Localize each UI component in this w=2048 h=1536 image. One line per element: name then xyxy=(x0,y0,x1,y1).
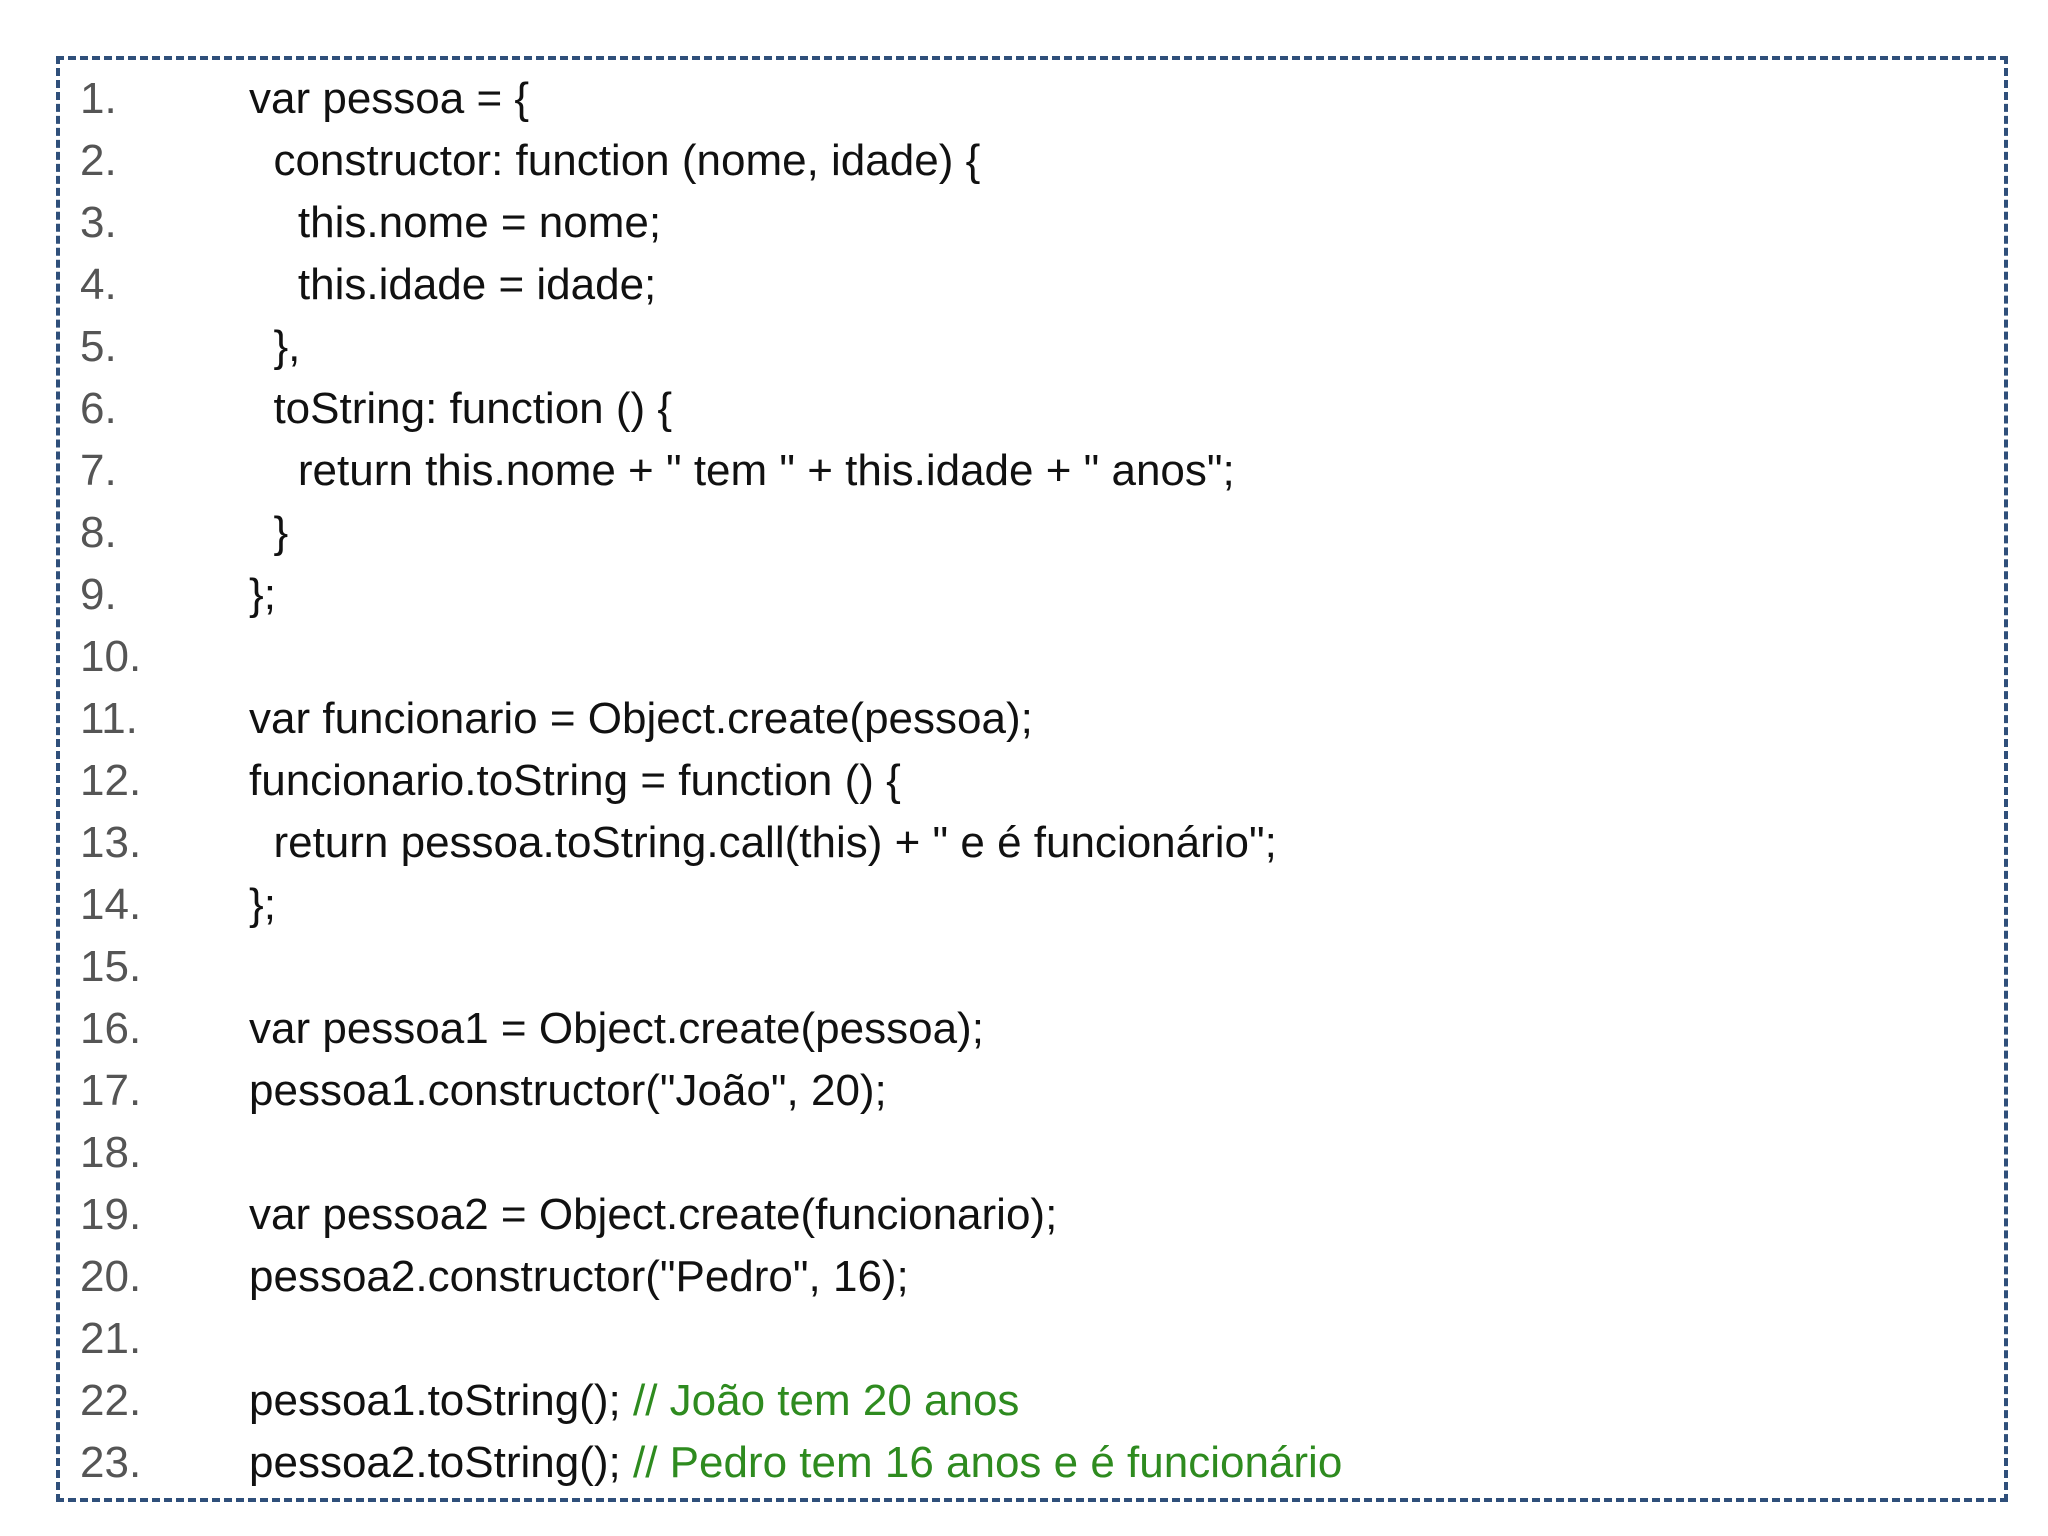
line-number: 10. xyxy=(80,632,142,681)
line-number: 21. xyxy=(80,1314,142,1363)
code-line xyxy=(80,440,1984,502)
code-text: pessoa1.toString(); xyxy=(249,1376,633,1425)
code-text: constructor: function (nome, idade) { xyxy=(249,136,981,185)
line-number: 14. xyxy=(80,880,142,929)
code-line xyxy=(80,378,1984,440)
code-line xyxy=(80,750,1984,812)
code-text: pessoa2.toString(); xyxy=(249,1438,633,1487)
line-number: 5. xyxy=(80,322,117,371)
code-line xyxy=(80,68,1984,130)
code-comment: // João tem 20 anos xyxy=(632,1376,1020,1425)
code-text: var pessoa1 = Object.create(pessoa); xyxy=(249,1004,984,1053)
code-line xyxy=(80,1246,1984,1308)
code-listing-frame xyxy=(56,56,2008,1502)
code-line xyxy=(80,688,1984,750)
code-line xyxy=(80,192,1984,254)
code-line xyxy=(80,1060,1984,1122)
code-text: toString: function () { xyxy=(249,384,673,433)
line-number: 13. xyxy=(80,818,142,867)
line-number: 19. xyxy=(80,1190,142,1239)
code-listing xyxy=(80,68,1984,1494)
code-line xyxy=(80,1122,1984,1184)
code-text: var pessoa2 = Object.create(funcionario); xyxy=(249,1190,1058,1239)
code-comment: // Pedro tem 16 anos e é funcionário xyxy=(632,1438,1343,1487)
line-number: 6. xyxy=(80,384,117,433)
code-line xyxy=(80,1432,1984,1494)
code-text: funcionario.toString = function () { xyxy=(249,756,901,805)
code-line xyxy=(80,254,1984,316)
line-number: 16. xyxy=(80,1004,142,1053)
line-number: 9. xyxy=(80,570,117,619)
code-text: this.nome = nome; xyxy=(249,198,662,247)
line-number: 23. xyxy=(80,1438,142,1487)
line-number: 8. xyxy=(80,508,117,557)
line-number: 3. xyxy=(80,198,117,247)
line-number: 7. xyxy=(80,446,117,495)
code-text: }; xyxy=(249,570,276,619)
code-line xyxy=(80,1308,1984,1370)
code-line xyxy=(80,1370,1984,1432)
code-line xyxy=(80,812,1984,874)
line-number: 20. xyxy=(80,1252,142,1301)
line-number: 12. xyxy=(80,756,142,805)
line-number: 15. xyxy=(80,942,142,991)
code-text: pessoa2.constructor("Pedro", 16); xyxy=(249,1252,909,1301)
code-text: this.idade = idade; xyxy=(249,260,657,309)
code-line xyxy=(80,1184,1984,1246)
line-number: 2. xyxy=(80,136,117,185)
code-line xyxy=(80,626,1984,688)
code-line xyxy=(80,998,1984,1060)
code-text: }, xyxy=(249,322,301,371)
line-number: 1. xyxy=(80,74,117,123)
code-text: return pessoa.toString.call(this) + " e é funcionário"; xyxy=(249,818,1277,867)
code-text: var pessoa = { xyxy=(249,74,530,123)
line-number: 11. xyxy=(80,694,138,743)
code-line xyxy=(80,874,1984,936)
line-number: 4. xyxy=(80,260,117,309)
line-number: 17. xyxy=(80,1066,142,1115)
line-number: 22. xyxy=(80,1376,142,1425)
code-line xyxy=(80,502,1984,564)
code-text: var funcionario = Object.create(pessoa); xyxy=(249,694,1033,743)
code-line xyxy=(80,130,1984,192)
code-line xyxy=(80,936,1984,998)
code-text: }; xyxy=(249,880,276,929)
code-text: } xyxy=(249,508,289,557)
code-line xyxy=(80,564,1984,626)
line-number: 18. xyxy=(80,1128,142,1177)
code-line xyxy=(80,316,1984,378)
code-text: return this.nome + " tem " + this.idade + " anos"; xyxy=(249,446,1235,495)
code-text: pessoa1.constructor("João", 20); xyxy=(249,1066,887,1115)
